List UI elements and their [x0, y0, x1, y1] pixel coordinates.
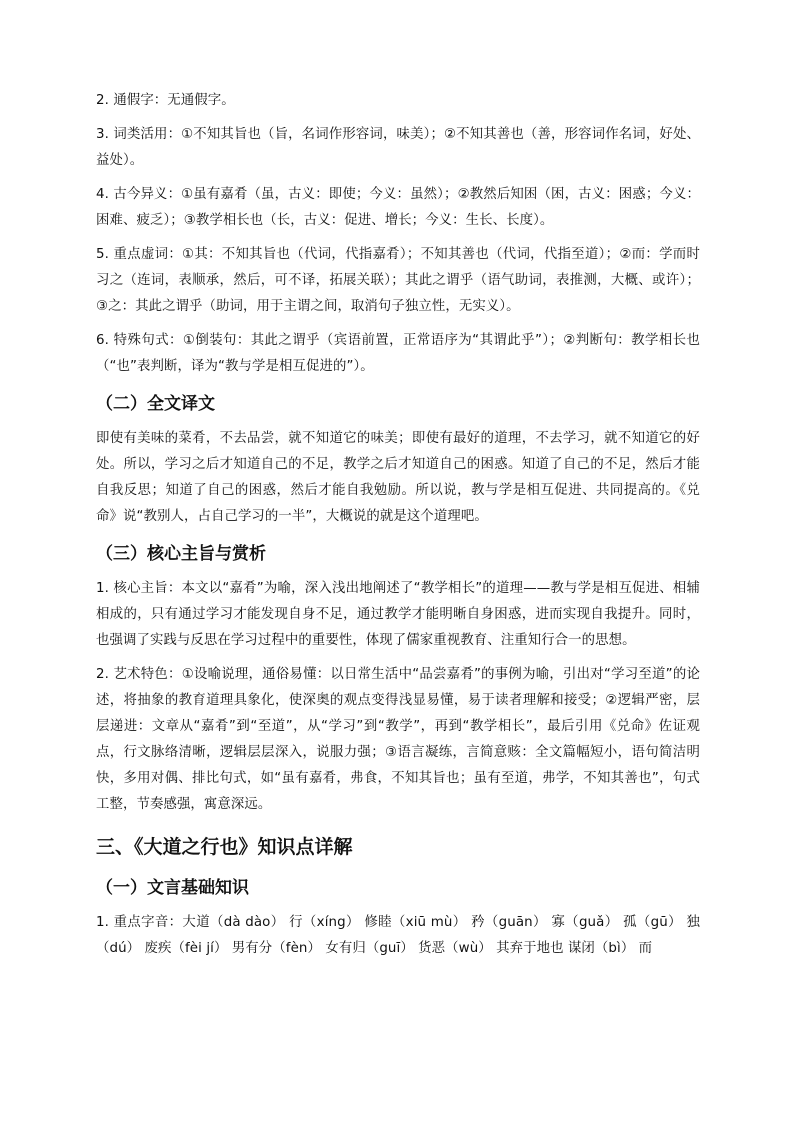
item-tongjiazi: 2. 通假字：无通假字。: [96, 93, 235, 108]
item-zhongdian-xuci: 5. 重点虚词：①其：不知其旨也（代词，代指嘉肴）；不知其善也（代词，代指至道）；②而：学而时习之（连词，表顺承，然后，可不译，拓展关联）；其此之谓乎（语气助词，表推测，大概、或许）；③之：其此之谓乎（助词，用于主谓之间，取消句子独立性，无实义）。: [96, 247, 700, 314]
item-cilei-huoyong: 3. 词类活用：①不知其旨也（旨，名词作形容词，味美）；②不知其善也（善，形容词作名词，好处、益处）。: [96, 127, 700, 168]
document-page: [96, 88, 700, 970]
core-theme-paragraph: 1. 核心主旨：本文以“嘉肴”为喻，深入浅出地阐述了“教学相长”的道理——教与学是相互促进、相辅相成的，只有通过学习才能发现自身不足，通过教学才能明晰自身困惑，进而实现自我提升。同时，也强调了实践与反思在学习过程中的重要性，体现了儒家重视教育、注重知行合一的思想。: [96, 581, 700, 648]
heading-basic-knowledge: （一）文言基础知识: [96, 878, 249, 898]
translation-paragraph: 即使有美味的菜肴，不去品尝，就不知道它的味美；即使有最好的道理，不去学习，就不知道它的好处。所以，学习之后才知道自己的不足，教学之后才知道自己的困惑。知道了自己的不足，然后才能自我反思；知道了自己的困惑，然后才能自我勉励。所以说，教与学是相互促进、共同提高的。《兑命》说“教别人，占自己学习的一半”，大概说的就是这个道理吧。: [96, 431, 700, 524]
item-gujin-yiyi: 4. 古今异义：①虽有嘉肴（虽，古义：即使；今义：虽然）；②教然后知困（困，古义：困惑；今义：困难、疲乏）；③教学相长也（长，古义：促进、增长；今义：生长、长度）。: [96, 187, 700, 228]
heading-full-translation: （二）全文译文: [96, 394, 215, 414]
section-title-datao: 三、《大道之行也》知识点详解: [96, 836, 353, 858]
pronunciation-paragraph: 1. 重点字音：大道（dà dào） 行（xíng） 修睦（xiū mù） 矜（guān） 寡（guǎ） 孤（gū） 独（dú） 废疾（fèi jí） 男有分（fèn） 女有归（guī） 货恶（wù） 其弃于地也 谋闭（bì） 而: [96, 915, 700, 956]
item-teshu-jushi: 6. 特殊句式：①倒装句：其此之谓乎（宾语前置，正常语序为“其谓此乎”）；②判断句：教学相长也（“也”表判断，译为“教与学是相互促进的”）。: [96, 333, 700, 374]
heading-core-theme: （三）核心主旨与赏析: [96, 544, 266, 564]
art-features-paragraph: 2. 艺术特色：①设喻说理，通俗易懂：以日常生活中“品尝嘉肴”的事例为喻，引出对“学习至道”的论述，将抽象的教育道理具象化，使深奥的观点变得浅显易懂，易于读者理解和接受；②逻辑严密，层层递进：文章从“嘉肴”到“至道”，从“学习”到“教学”，再到“教学相长”，最后引用《兑命》佐证观点，行文脉络清晰，逻辑层层深入，说服力强；③语言凝练，言简意赅：全文篇幅短小，语句简洁明快，多用对偶、排比句式，如“虽有嘉肴，弗食，不知其旨也；虽有至道，弗学，不知其善也”，句式工整，节奏感强，寓意深远。: [96, 667, 700, 812]
